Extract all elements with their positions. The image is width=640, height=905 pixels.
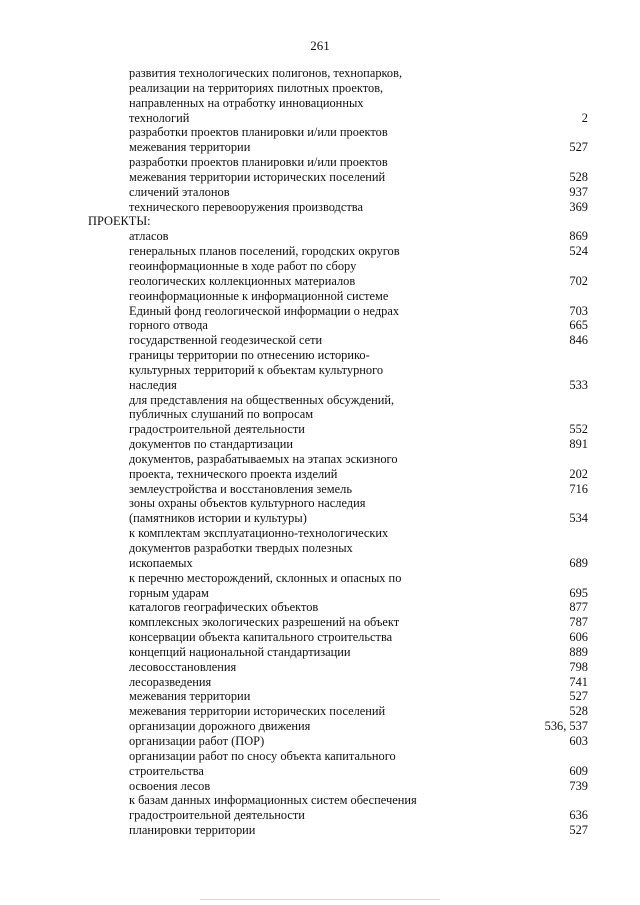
index-entry bbox=[88, 452, 588, 482]
entry-line: публичных слушаний по вопросам bbox=[129, 407, 314, 422]
subject-index bbox=[88, 66, 588, 838]
entry-text bbox=[129, 526, 508, 571]
entry-line: лесовосстановления bbox=[129, 659, 237, 674]
page-reference: 603 bbox=[569, 733, 588, 748]
entry-line: строительства bbox=[129, 763, 204, 778]
entry-text bbox=[129, 259, 508, 289]
entry-line: документов разработки твердых полезных bbox=[129, 541, 353, 555]
entry-line: генеральных планов поселений, городских округов bbox=[129, 244, 400, 259]
page-reference: 524 bbox=[569, 244, 588, 259]
entry-text bbox=[129, 734, 508, 749]
entry-text bbox=[129, 333, 508, 348]
page-reference: 2 bbox=[581, 110, 588, 125]
page-reference: 869 bbox=[569, 229, 588, 244]
page-reference: 702 bbox=[569, 273, 588, 288]
entry-text bbox=[129, 437, 508, 452]
page-reference: 552 bbox=[569, 422, 588, 437]
entry-text bbox=[129, 823, 508, 838]
page-reference: 528 bbox=[569, 169, 588, 184]
index-entry bbox=[88, 779, 588, 794]
page-reference: 609 bbox=[569, 763, 588, 778]
entry-line: документов по стандартизации bbox=[129, 437, 294, 452]
entry-line: планировки территории bbox=[129, 823, 256, 838]
entry-text bbox=[129, 660, 508, 675]
index-entry bbox=[88, 393, 588, 438]
index-entry bbox=[88, 689, 588, 704]
entry-line: реализации на территориях пилотных проектов, bbox=[129, 80, 384, 95]
entry-text bbox=[129, 318, 508, 333]
entry-text bbox=[129, 689, 508, 704]
entry-text bbox=[129, 615, 508, 630]
index-entry bbox=[88, 333, 588, 348]
page-reference: 846 bbox=[569, 333, 588, 348]
entry-line: освоения лесов bbox=[129, 778, 211, 793]
entry-line: межевания территории исторических поселений bbox=[129, 169, 386, 184]
page-reference: 533 bbox=[569, 377, 588, 392]
index-entry bbox=[88, 571, 588, 601]
entry-text bbox=[129, 719, 508, 734]
entry-text bbox=[129, 185, 508, 200]
index-entry bbox=[88, 823, 588, 838]
index-entry bbox=[88, 719, 588, 734]
entry-line: ископаемых bbox=[129, 555, 193, 570]
entry-line: к перечню месторождений, склонных и опасных по bbox=[129, 570, 402, 585]
entry-text bbox=[129, 600, 508, 615]
index-entry bbox=[88, 155, 588, 185]
entry-line: комплексных экологических разрешений на объект bbox=[129, 615, 400, 630]
index-entry bbox=[88, 660, 588, 675]
entry-line: технологий bbox=[129, 110, 190, 125]
entry-line: концепций национальной стандартизации bbox=[129, 644, 351, 659]
page-reference: 665 bbox=[569, 318, 588, 333]
entry-line: атласов bbox=[129, 229, 169, 244]
page-reference: 695 bbox=[569, 585, 588, 600]
entry-text bbox=[129, 200, 508, 215]
index-entry bbox=[88, 348, 588, 393]
entry-text bbox=[129, 793, 508, 823]
index-entry bbox=[88, 793, 588, 823]
entry-line: организации работ (ПОР) bbox=[129, 733, 265, 748]
entry-text bbox=[129, 496, 508, 526]
entry-line: градостроительной деятельности bbox=[129, 808, 305, 823]
entry-text bbox=[129, 645, 508, 660]
entry-line: геоинформационные в ходе работ по сбору bbox=[129, 258, 357, 273]
page-reference: 369 bbox=[569, 199, 588, 214]
index-entry bbox=[88, 185, 588, 200]
page-reference: 534 bbox=[569, 511, 588, 526]
entry-line: проекта, технического проекта изделий bbox=[129, 466, 338, 481]
entry-line: культурных территорий к объектам культурного bbox=[129, 362, 384, 377]
entry-line: организации работ по сносу объекта капитального bbox=[129, 748, 396, 763]
index-entry bbox=[88, 734, 588, 749]
entry-text bbox=[129, 571, 508, 601]
page-reference: 636 bbox=[569, 808, 588, 823]
index-entry bbox=[88, 675, 588, 690]
entry-text bbox=[129, 482, 508, 497]
entry-text bbox=[129, 66, 508, 125]
entry-line: государственной геодезической сети bbox=[129, 333, 323, 348]
entry-line: разработки проектов планировки и/или проектов bbox=[129, 125, 388, 140]
entry-line: сличений эталонов bbox=[129, 184, 230, 199]
entry-text bbox=[88, 214, 508, 229]
page-reference: 877 bbox=[569, 600, 588, 615]
entry-text bbox=[129, 704, 508, 719]
entry-text bbox=[129, 155, 508, 185]
entry-line: разработки проектов планировки и/или проектов bbox=[129, 155, 388, 170]
index-section-heading bbox=[88, 214, 588, 229]
entry-line: консервации объекта капитального строительства bbox=[129, 630, 393, 645]
entry-line: к базам данных информационных систем обеспечения bbox=[129, 793, 417, 808]
entry-line: горного отвода bbox=[129, 318, 208, 333]
entry-text bbox=[129, 393, 508, 438]
page-reference: 689 bbox=[569, 555, 588, 570]
index-entry bbox=[88, 229, 588, 244]
entry-line: документов, разрабатываемых на этапах эскизного bbox=[129, 451, 398, 466]
entry-line: технического перевооружения производства bbox=[129, 199, 363, 214]
index-entry bbox=[88, 630, 588, 645]
index-entry bbox=[88, 482, 588, 497]
index-entry bbox=[88, 749, 588, 779]
entry-line: границы территории по отнесению историко- bbox=[129, 348, 370, 363]
page-reference: 202 bbox=[569, 466, 588, 481]
index-entry bbox=[88, 244, 588, 259]
entry-text bbox=[129, 779, 508, 794]
page-reference: 937 bbox=[569, 184, 588, 199]
page-reference: 741 bbox=[569, 674, 588, 689]
entry-line: организации дорожного движения bbox=[129, 719, 311, 734]
entry-line: для представления на общественных обсуждений, bbox=[129, 392, 395, 407]
entry-line: градостроительной деятельности bbox=[129, 422, 305, 437]
index-entry bbox=[88, 66, 588, 125]
entry-line: геологических коллекционных материалов bbox=[129, 273, 356, 288]
entry-text bbox=[129, 244, 508, 259]
page-reference: 787 bbox=[569, 615, 588, 630]
index-entry bbox=[88, 318, 588, 333]
page-reference: 739 bbox=[569, 778, 588, 793]
entry-text bbox=[129, 289, 508, 319]
entry-line: межевания территории bbox=[129, 140, 251, 155]
page-reference: 528 bbox=[569, 704, 588, 719]
index-entry bbox=[88, 645, 588, 660]
page-reference: 527 bbox=[569, 823, 588, 838]
entry-line: направленных на отработку инновационных bbox=[129, 95, 364, 110]
entry-text bbox=[129, 348, 508, 393]
index-entry bbox=[88, 289, 588, 319]
entry-line: наследия bbox=[129, 377, 177, 392]
page-reference: 716 bbox=[569, 481, 588, 496]
entry-line: (памятников истории и культуры) bbox=[129, 511, 307, 526]
entry-line: геоинформационные к информационной системе bbox=[129, 288, 389, 303]
entry-text bbox=[129, 452, 508, 482]
entry-line: межевания территории исторических поселений bbox=[129, 704, 386, 719]
index-entry bbox=[88, 259, 588, 289]
entry-line: горным ударам bbox=[129, 585, 209, 600]
scan-edge-line bbox=[200, 899, 440, 900]
index-entry bbox=[88, 600, 588, 615]
index-entry bbox=[88, 704, 588, 719]
entry-line: лесоразведения bbox=[129, 674, 212, 689]
index-entry bbox=[88, 526, 588, 571]
page-reference: 798 bbox=[569, 659, 588, 674]
entry-line: ПРОЕКТЫ: bbox=[88, 214, 151, 229]
entry-line: к комплектам эксплуатационно-технологических bbox=[129, 526, 389, 541]
entry-text bbox=[129, 229, 508, 244]
page-reference: 536, 537 bbox=[544, 719, 588, 734]
entry-line: землеустройства и восстановления земель bbox=[129, 481, 352, 496]
page-reference: 891 bbox=[569, 437, 588, 452]
entry-text bbox=[129, 675, 508, 690]
entry-line: Единый фонд геологической информации о недрах bbox=[129, 303, 400, 318]
entry-line: межевания территории bbox=[129, 689, 251, 704]
entry-text bbox=[129, 125, 508, 155]
page-reference: 703 bbox=[569, 303, 588, 318]
entry-line: развития технологических полигонов, технопарков, bbox=[129, 66, 403, 80]
page-number: 261 bbox=[310, 38, 330, 53]
index-entry bbox=[88, 125, 588, 155]
page-reference: 606 bbox=[569, 630, 588, 645]
page-reference: 889 bbox=[569, 644, 588, 659]
page-reference: 527 bbox=[569, 140, 588, 155]
page-reference bbox=[508, 214, 588, 229]
index-entry bbox=[88, 437, 588, 452]
page-reference: 527 bbox=[569, 689, 588, 704]
entry-line: каталогов географических объектов bbox=[129, 600, 319, 615]
entry-text bbox=[129, 630, 508, 645]
index-entry bbox=[88, 615, 588, 630]
entry-line: зоны охраны объектов культурного наследия bbox=[129, 496, 366, 511]
entry-text bbox=[129, 749, 508, 779]
index-entry bbox=[88, 200, 588, 215]
index-entry bbox=[88, 496, 588, 526]
